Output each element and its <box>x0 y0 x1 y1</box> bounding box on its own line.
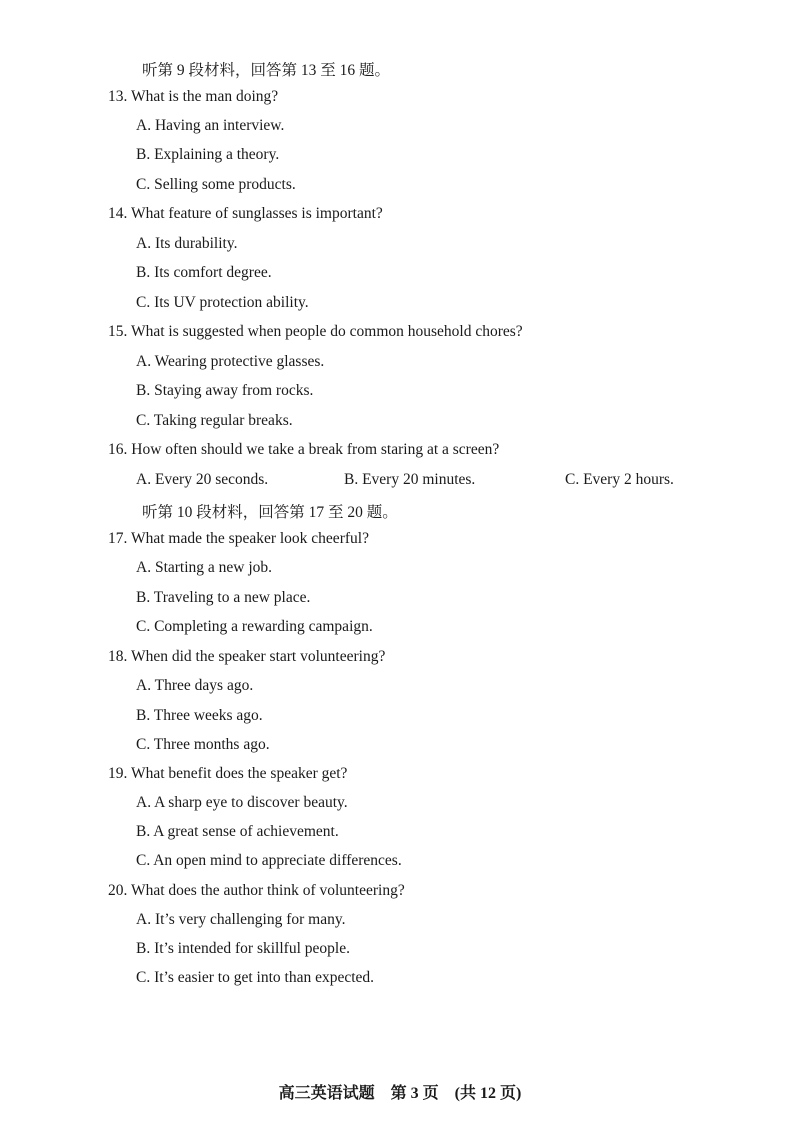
option-14c: C. Its UV protection ability. <box>136 294 309 311</box>
option-16c: C. Every 2 hours. <box>565 471 674 488</box>
option-17b: B. Traveling to a new place. <box>136 589 311 606</box>
option-18b: B. Three weeks ago. <box>136 707 263 724</box>
option-18a: A. Three days ago. <box>136 677 254 694</box>
option-14a: A. Its durability. <box>136 235 238 252</box>
option-16a: A. Every 20 seconds. <box>136 471 269 488</box>
question-17: 17. What made the speaker look cheerful? <box>108 530 369 547</box>
option-19a: A. A sharp eye to discover beauty. <box>136 794 348 811</box>
option-13b: B. Explaining a theory. <box>136 146 280 163</box>
question-15: 15. What is suggested when people do common household chores? <box>108 323 523 340</box>
question-16: 16. How often should we take a break from staring at a screen? <box>108 441 500 458</box>
question-20: 20. What does the author think of volunteering? <box>108 882 405 899</box>
option-16b: B. Every 20 minutes. <box>344 471 476 488</box>
option-15a: A. Wearing protective glasses. <box>136 353 325 370</box>
section-heading: 听第 9 段材料，回答第 13 至 16 题。 <box>142 62 391 79</box>
option-19b: B. A great sense of achievement. <box>136 823 339 840</box>
option-15b: B. Staying away from rocks. <box>136 382 314 399</box>
question-14: 14. What feature of sunglasses is important? <box>108 205 383 222</box>
section-heading: 听第 10 段材料，回答第 17 至 20 题。 <box>142 504 398 521</box>
option-18c: C. Three months ago. <box>136 736 270 753</box>
option-19c: C. An open mind to appreciate differences. <box>136 852 402 869</box>
option-13a: A. Having an interview. <box>136 117 285 134</box>
question-19: 19. What benefit does the speaker get? <box>108 765 348 782</box>
option-17c: C. Completing a rewarding campaign. <box>136 618 373 635</box>
option-13c: C. Selling some products. <box>136 176 296 193</box>
option-20c: C. It’s easier to get into than expected. <box>136 969 375 986</box>
question-18: 18. When did the speaker start volunteering? <box>108 648 386 665</box>
question-13: 13. What is the man doing? <box>108 88 279 105</box>
option-17a: A. Starting a new job. <box>136 559 273 576</box>
option-20b: B. It’s intended for skillful people. <box>136 940 350 957</box>
page-footer: 高三英语试题 第 3 页 (共 12 页) <box>278 1085 522 1102</box>
option-20a: A. It’s very challenging for many. <box>136 911 346 928</box>
option-15c: C. Taking regular breaks. <box>136 412 293 429</box>
option-14b: B. Its comfort degree. <box>136 264 272 281</box>
